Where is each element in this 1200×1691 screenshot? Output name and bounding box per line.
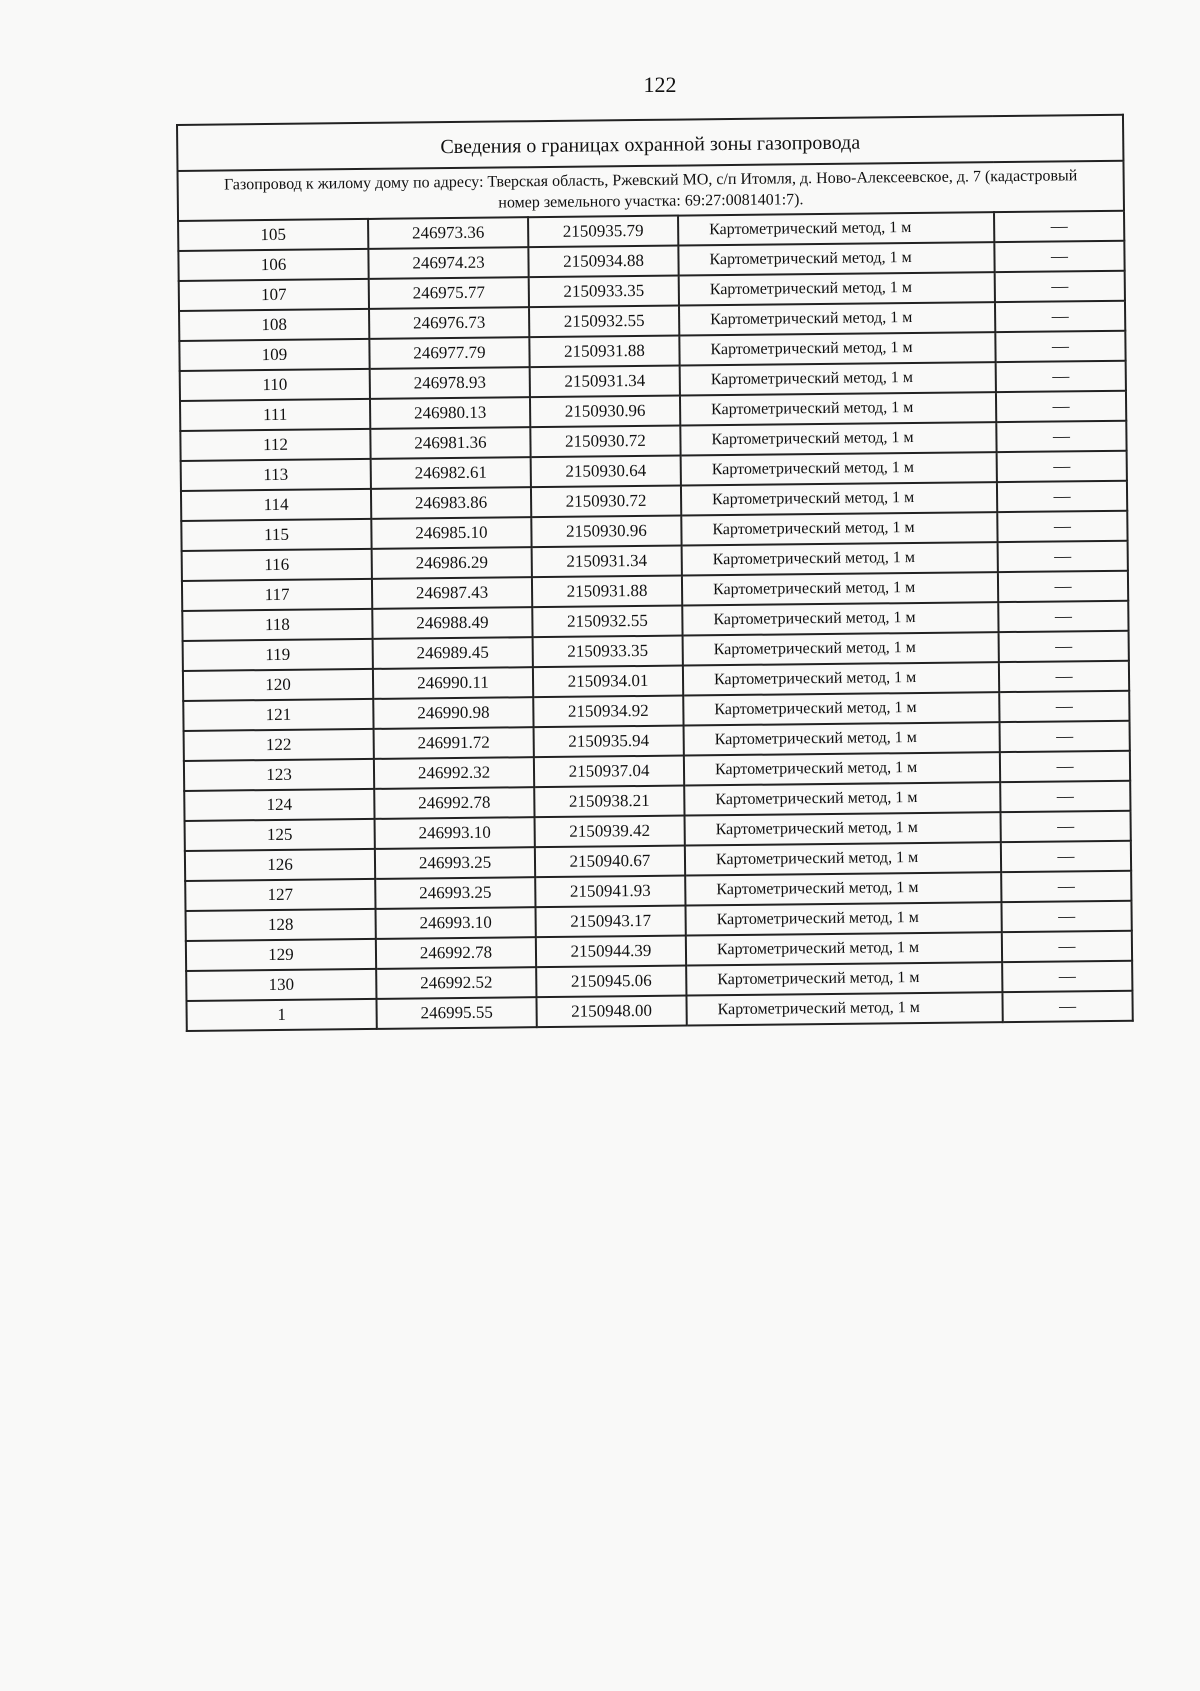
- y-coordinate-cell: 2150931.88: [529, 336, 679, 368]
- y-coordinate-cell: 2150930.72: [530, 426, 680, 458]
- dash-cell: —: [1002, 991, 1132, 1022]
- method-cell: Картометрический метод, 1 м: [680, 392, 996, 425]
- point-number-cell: 125: [185, 819, 375, 851]
- point-number-cell: 111: [180, 399, 370, 431]
- point-number-cell: 118: [182, 609, 372, 641]
- method-cell: Картометрический метод, 1 м: [685, 872, 1001, 905]
- x-coordinate-cell: 246983.86: [371, 487, 531, 519]
- point-number-cell: 121: [183, 699, 373, 731]
- x-coordinate-cell: 246981.36: [370, 427, 530, 459]
- x-coordinate-cell: 246993.25: [375, 877, 535, 909]
- dash-cell: —: [1000, 751, 1130, 782]
- method-cell: Картометрический метод, 1 м: [680, 362, 996, 395]
- x-coordinate-cell: 246978.93: [370, 367, 530, 399]
- x-coordinate-cell: 246993.10: [375, 817, 535, 849]
- method-cell: Картометрический метод, 1 м: [680, 422, 996, 455]
- dash-cell: —: [1001, 901, 1131, 932]
- x-coordinate-cell: 246988.49: [372, 607, 532, 639]
- x-coordinate-cell: 246985.10: [371, 517, 531, 549]
- method-cell: Картометрический метод, 1 м: [678, 242, 994, 275]
- x-coordinate-cell: 246987.43: [372, 577, 532, 609]
- dash-cell: —: [995, 331, 1125, 362]
- method-cell: Картометрический метод, 1 м: [678, 212, 994, 245]
- x-coordinate-cell: 246995.55: [376, 997, 536, 1029]
- dash-cell: —: [1001, 871, 1131, 902]
- dash-cell: —: [996, 361, 1126, 392]
- dash-cell: —: [1000, 721, 1130, 752]
- x-coordinate-cell: 246986.29: [372, 547, 532, 579]
- y-coordinate-cell: 2150931.34: [530, 366, 680, 398]
- y-coordinate-cell: 2150934.92: [533, 696, 683, 728]
- method-cell: Картометрический метод, 1 м: [683, 662, 999, 695]
- dash-cell: —: [1000, 811, 1130, 842]
- y-coordinate-cell: 2150933.35: [529, 276, 679, 308]
- x-coordinate-cell: 246992.78: [374, 787, 534, 819]
- method-cell: Картометрический метод, 1 м: [686, 962, 1002, 995]
- dash-cell: —: [995, 271, 1125, 302]
- x-coordinate-cell: 246989.45: [373, 637, 533, 669]
- dash-cell: —: [998, 571, 1128, 602]
- dash-cell: —: [1001, 841, 1131, 872]
- method-cell: Картометрический метод, 1 м: [681, 482, 997, 515]
- y-coordinate-cell: 2150931.34: [532, 546, 682, 578]
- y-coordinate-cell: 2150943.17: [535, 906, 685, 938]
- y-coordinate-cell: 2150935.79: [528, 216, 678, 248]
- x-coordinate-cell: 246990.98: [373, 697, 533, 729]
- dash-cell: —: [994, 211, 1124, 242]
- dash-cell: —: [999, 631, 1129, 662]
- x-coordinate-cell: 246982.61: [371, 457, 531, 489]
- x-coordinate-cell: 246992.52: [376, 967, 536, 999]
- point-number-cell: 112: [180, 429, 370, 461]
- dash-cell: —: [996, 391, 1126, 422]
- x-coordinate-cell: 246991.72: [374, 727, 534, 759]
- x-coordinate-cell: 246992.78: [376, 937, 536, 969]
- point-number-cell: 129: [186, 939, 376, 971]
- x-coordinate-cell: 246980.13: [370, 397, 530, 429]
- method-cell: Картометрический метод, 1 м: [681, 512, 997, 545]
- dash-cell: —: [997, 451, 1127, 482]
- dash-cell: —: [999, 661, 1129, 692]
- y-coordinate-cell: 2150930.64: [531, 456, 681, 488]
- boundary-coordinates-table: [176, 114, 1134, 1032]
- x-coordinate-cell: 246990.11: [373, 667, 533, 699]
- point-number-cell: 108: [179, 309, 369, 341]
- dash-cell: —: [997, 511, 1127, 542]
- x-coordinate-cell: 246993.10: [376, 907, 536, 939]
- method-cell: Картометрический метод, 1 м: [684, 752, 1000, 785]
- point-number-cell: 127: [185, 879, 375, 911]
- x-coordinate-cell: 246993.25: [375, 847, 535, 879]
- method-cell: Картометрический метод, 1 м: [684, 722, 1000, 755]
- x-coordinate-cell: 246977.79: [369, 337, 529, 369]
- dash-cell: —: [1002, 931, 1132, 962]
- y-coordinate-cell: 2150932.55: [529, 306, 679, 338]
- point-number-cell: 105: [178, 219, 368, 251]
- method-cell: Картометрический метод, 1 м: [685, 812, 1001, 845]
- table-title: Сведения о границах охранной зоны газопровода: [177, 115, 1123, 171]
- point-number-cell: 113: [181, 459, 371, 491]
- method-cell: Картометрический метод, 1 м: [679, 302, 995, 335]
- method-cell: Картометрический метод, 1 м: [682, 602, 998, 635]
- dash-cell: —: [998, 541, 1128, 572]
- point-number-cell: 110: [180, 369, 370, 401]
- dash-cell: —: [996, 421, 1126, 452]
- dash-cell: —: [997, 481, 1127, 512]
- point-number-cell: 120: [183, 669, 373, 701]
- point-number-cell: 106: [178, 249, 368, 281]
- y-coordinate-cell: 2150937.04: [534, 756, 684, 788]
- y-coordinate-cell: 2150934.01: [533, 666, 683, 698]
- point-number-cell: 124: [184, 789, 374, 821]
- y-coordinate-cell: 2150934.88: [528, 246, 678, 278]
- y-coordinate-cell: 2150930.72: [531, 486, 681, 518]
- point-number-cell: 107: [179, 279, 369, 311]
- dash-cell: —: [995, 301, 1125, 332]
- point-number-cell: 123: [184, 759, 374, 791]
- method-cell: Картометрический метод, 1 м: [682, 542, 998, 575]
- point-number-cell: 119: [183, 639, 373, 671]
- method-cell: Картометрический метод, 1 м: [686, 932, 1002, 965]
- method-cell: Картометрический метод, 1 м: [679, 332, 995, 365]
- dash-cell: —: [999, 691, 1129, 722]
- method-cell: Картометрический метод, 1 м: [682, 572, 998, 605]
- x-coordinate-cell: 246992.32: [374, 757, 534, 789]
- method-cell: Картометрический метод, 1 м: [685, 842, 1001, 875]
- y-coordinate-cell: 2150930.96: [531, 516, 681, 548]
- dash-cell: —: [1002, 961, 1132, 992]
- point-number-cell: 130: [186, 969, 376, 1001]
- y-coordinate-cell: 2150938.21: [534, 786, 684, 818]
- x-coordinate-cell: 246975.77: [369, 277, 529, 309]
- y-coordinate-cell: 2150931.88: [532, 576, 682, 608]
- y-coordinate-cell: 2150933.35: [533, 636, 683, 668]
- method-cell: Картометрический метод, 1 м: [679, 272, 995, 305]
- x-coordinate-cell: 246973.36: [368, 217, 528, 249]
- table-subtitle: Газопровод к жилому дому по адресу: Тверская область, Ржевский МО, с/п Итомля, д. Ново-Алексеевское, д. 7 (кадастровый номер земельного участка: 69:27:0081401:7).: [178, 161, 1125, 221]
- point-number-cell: 1: [186, 999, 376, 1031]
- y-coordinate-cell: 2150944.39: [536, 936, 686, 968]
- method-cell: Картометрический метод, 1 м: [685, 902, 1001, 935]
- point-number-cell: 128: [186, 909, 376, 941]
- point-number-cell: 115: [181, 519, 371, 551]
- point-number-cell: 126: [185, 849, 375, 881]
- y-coordinate-cell: 2150940.67: [535, 846, 685, 878]
- point-number-cell: 117: [182, 579, 372, 611]
- y-coordinate-cell: 2150948.00: [536, 996, 686, 1028]
- y-coordinate-cell: 2150930.96: [530, 396, 680, 428]
- x-coordinate-cell: 246976.73: [369, 307, 529, 339]
- y-coordinate-cell: 2150935.94: [534, 726, 684, 758]
- method-cell: Картометрический метод, 1 м: [686, 992, 1002, 1025]
- y-coordinate-cell: 2150941.93: [535, 876, 685, 908]
- y-coordinate-cell: 2150932.55: [532, 606, 682, 638]
- point-number-cell: 122: [184, 729, 374, 761]
- method-cell: Картометрический метод, 1 м: [683, 692, 999, 725]
- point-number-cell: 116: [182, 549, 372, 581]
- dash-cell: —: [1000, 781, 1130, 812]
- table-body: [177, 115, 1133, 1031]
- dash-cell: —: [998, 601, 1128, 632]
- point-number-cell: 114: [181, 489, 371, 521]
- method-cell: Картометрический метод, 1 м: [683, 632, 999, 665]
- y-coordinate-cell: 2150939.42: [535, 816, 685, 848]
- page-number: 122: [643, 72, 677, 97]
- x-coordinate-cell: 246974.23: [368, 247, 528, 279]
- y-coordinate-cell: 2150945.06: [536, 966, 686, 998]
- dash-cell: —: [994, 241, 1124, 272]
- method-cell: Картометрический метод, 1 м: [684, 782, 1000, 815]
- method-cell: Картометрический метод, 1 м: [681, 452, 997, 485]
- point-number-cell: 109: [179, 339, 369, 371]
